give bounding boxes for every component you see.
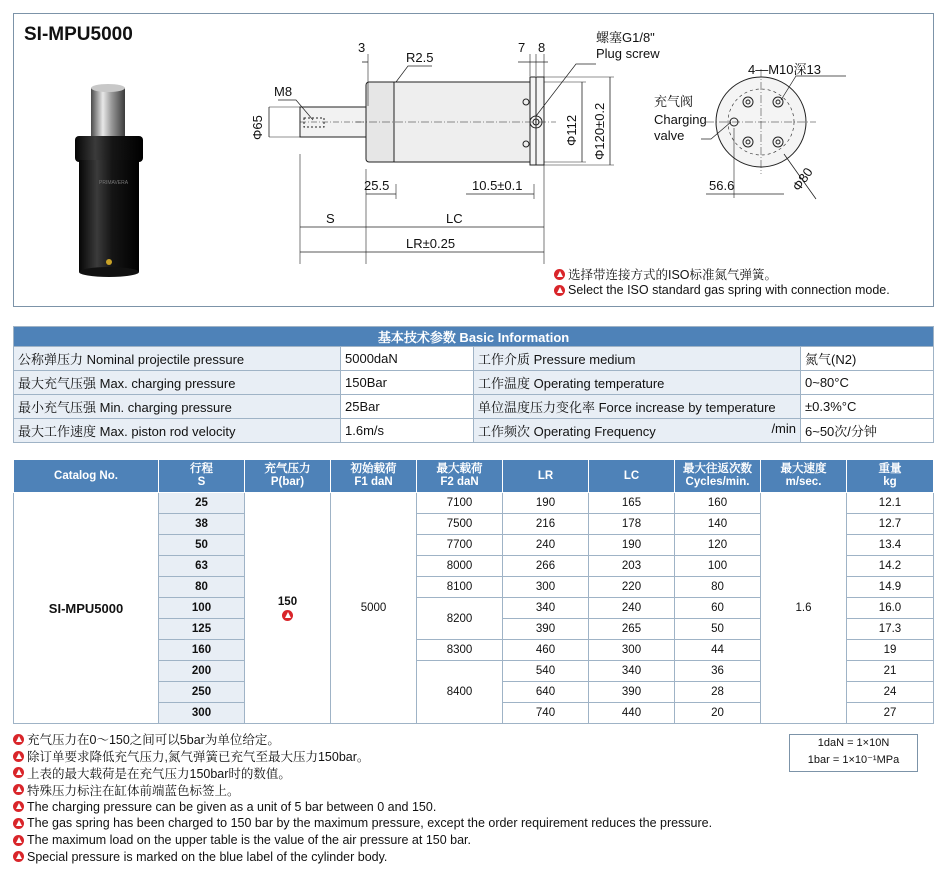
- warning-icon: [13, 784, 24, 795]
- unit-conversion-box: 1daN = 1×10N 1bar = 1×10⁻¹MPa: [789, 734, 918, 772]
- header-cycles: 最大往返次数 Cycles/min.: [675, 460, 761, 493]
- info-row: 公称弹压力 Nominal projectile pressure 5000daN 工作介质 Pressure medium 氮气(N2): [14, 347, 934, 371]
- header-f1: 初始载荷 F1 daN: [331, 460, 417, 493]
- product-box: [13, 13, 198, 307]
- dim-phi120: Φ120±0.2: [592, 102, 607, 160]
- table-row: 38 7500 216 178 140 12.7: [14, 514, 934, 535]
- note-item: 上表的最大载荷是在充气压力150bar时的数值。: [13, 765, 712, 782]
- dim-s: S: [326, 211, 335, 226]
- dim-10-5: 10.5±0.1: [472, 178, 523, 193]
- warning-icon: [13, 851, 24, 862]
- warning-icon: [282, 610, 293, 621]
- note-item: The gas spring has been charged to 150 bar by the maximum pressure, except the order requirement reduces the pressure.: [13, 815, 712, 832]
- drawing-note-cn: 选择带连接方式的ISO标准氮气弹簧。: [554, 265, 777, 283]
- header-stroke: 行程 S: [159, 460, 245, 493]
- basic-info-table: [13, 326, 934, 443]
- gas-spring-photo: [69, 84, 149, 284]
- table-row: 160 8300 460 300 44 19: [14, 640, 934, 661]
- dim-r25: R2.5: [406, 50, 434, 65]
- table-row: 200 8400 540 340 36 21: [14, 661, 934, 682]
- dim-phi65: Φ65: [250, 115, 265, 140]
- dim-m8: M8: [274, 84, 293, 99]
- drawing-box: [196, 13, 934, 307]
- product-title: SI-MPU5000: [24, 24, 133, 45]
- valve-cn: 充气阀: [654, 94, 694, 109]
- note-item: 特殊压力标注在缸体前端蓝色标签上。: [13, 781, 712, 798]
- table-row: 250 640 390 28 24: [14, 682, 934, 703]
- warning-icon: [13, 734, 24, 745]
- dim-lr: LR±0.25: [406, 236, 456, 251]
- plug-screw-cn: 螺塞G1/8": [596, 30, 655, 45]
- warning-icon: [13, 801, 24, 812]
- note-item: Special pressure is marked on the blue label of the cylinder body.: [13, 849, 712, 866]
- notes-list: [13, 731, 712, 865]
- dim-phi80: Φ80: [789, 164, 816, 194]
- info-row: 最大充气压强 Max. charging pressure 150Bar 工作温度 Operating temperature 0~80°C: [14, 371, 934, 395]
- svg-text:PRIMAVERA: PRIMAVERA: [99, 180, 129, 186]
- table-row: 80 8100 300 220 80 14.9: [14, 577, 934, 598]
- pressure-cell: 150: [245, 493, 331, 724]
- header-catalog: Catalog No.: [14, 460, 159, 493]
- model-cell: SI-MPU5000: [14, 493, 159, 724]
- warning-icon: [554, 285, 565, 296]
- note-item: 充气压力在0～150之间可以5bar为单位给定。: [13, 731, 712, 748]
- dim-8: 8: [538, 40, 546, 55]
- dim-56-6: 56.6: [709, 178, 735, 193]
- dimension-drawing: [196, 14, 933, 266]
- warning-icon: [13, 767, 24, 778]
- dim-7: 7: [518, 40, 526, 55]
- note-item: The maximum load on the upper table is the value of the air pressure at 150 bar.: [13, 832, 712, 849]
- header-f2: 最大载荷 F2 daN: [417, 460, 503, 493]
- dim-holes: 4—M10深13: [748, 62, 821, 77]
- info-row: 最大工作速度 Max. piston rod velocity 1.6m/s 工作频次 Operating Frequency /min 6~50次/分钟: [14, 419, 934, 443]
- f1-cell: 5000: [331, 493, 417, 724]
- drawing-note-en: Select the ISO standard gas spring with connection mode.: [554, 283, 890, 297]
- note-item: 除订单要求降低充气压力,氮气弹簧已充气至最大压力150bar。: [13, 748, 712, 765]
- header-pressure: 充气压力 P(bar): [245, 460, 331, 493]
- dim-25-5: 25.5: [364, 178, 390, 193]
- info-header: 基本技术参数 Basic Information: [14, 327, 934, 347]
- dim-3: 3: [358, 40, 366, 55]
- warning-icon: [13, 751, 24, 762]
- info-row: 最小充气压强 Min. charging pressure 25Bar 单位温度压力变化率 Force increase by temperature ±0.3%°C: [14, 395, 934, 419]
- valve-en-2: valve: [654, 128, 685, 143]
- table-row: 125 390 265 50 17.3: [14, 619, 934, 640]
- catalog-table: [13, 459, 934, 724]
- table-row: 50 7700 240 190 120 13.4: [14, 535, 934, 556]
- table-row: 100 8200 340 240 60 16.0: [14, 598, 934, 619]
- table-row: 63 8000 266 203 100 14.2: [14, 556, 934, 577]
- dim-lc: LC: [446, 211, 463, 226]
- table-row: 300 740 440 20 27: [14, 703, 934, 724]
- warning-icon: [13, 818, 24, 829]
- warning-icon: [554, 269, 565, 280]
- valve-en-1: Charging: [654, 112, 707, 127]
- catalog-header-row: [14, 460, 934, 493]
- dim-phi112: Φ112: [564, 114, 579, 146]
- plug-screw-en: Plug screw: [596, 46, 660, 61]
- table-row: SI-MPU5000 25 150 5000 7100 190 165 160 1.6 12.1: [14, 493, 934, 514]
- header-lc: LC: [589, 460, 675, 493]
- note-item: The charging pressure can be given as a unit of 5 bar between 0 and 150.: [13, 798, 712, 815]
- header-speed: 最大速度 m/sec.: [761, 460, 847, 493]
- header-weight: 重量 kg: [847, 460, 934, 493]
- header-lr: LR: [503, 460, 589, 493]
- warning-icon: [13, 835, 24, 846]
- speed-cell: 1.6: [761, 493, 847, 724]
